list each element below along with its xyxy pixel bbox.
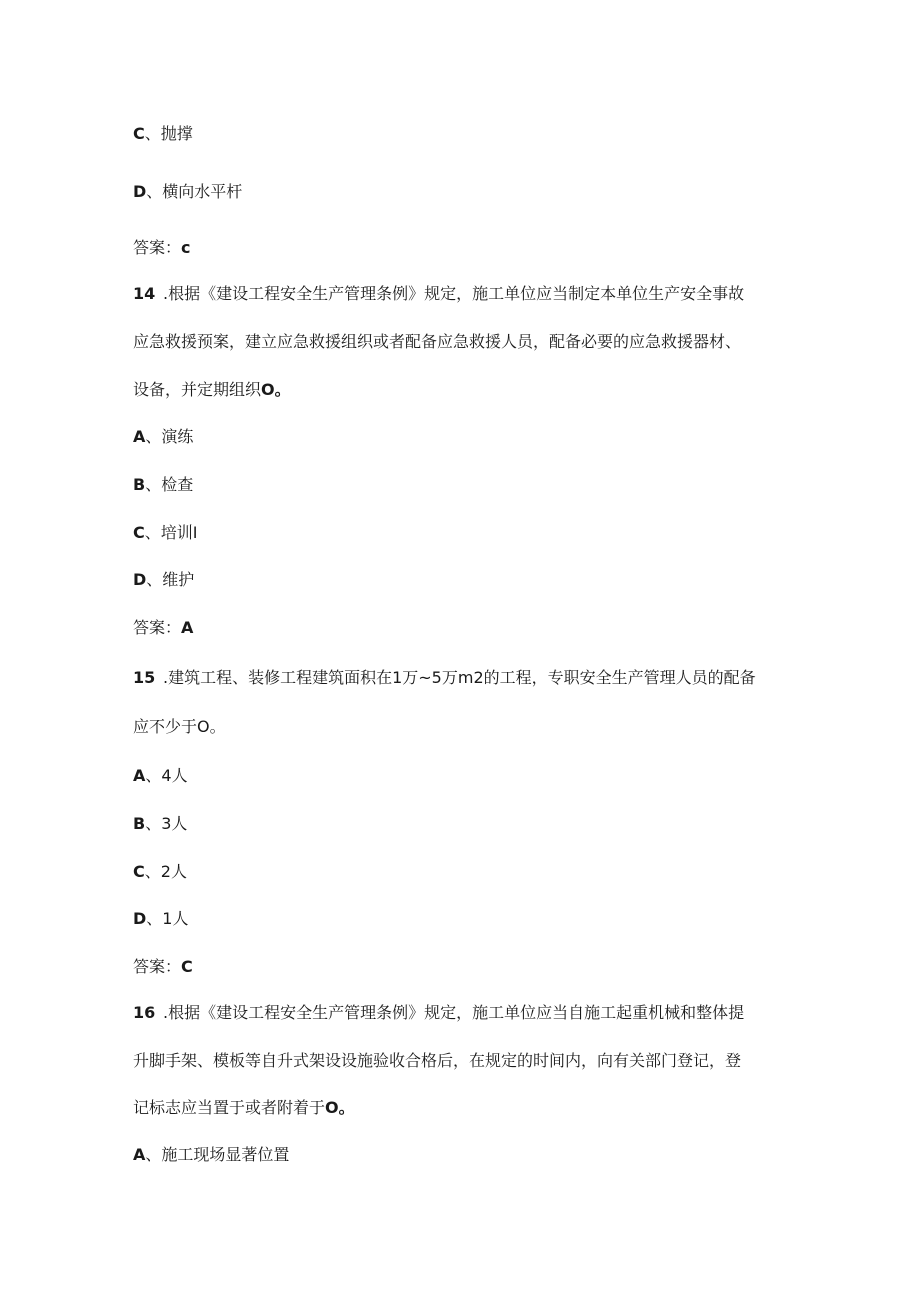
option-separator: 、 bbox=[145, 475, 162, 494]
option-separator: 、 bbox=[145, 766, 162, 785]
option-separator: 、 bbox=[145, 814, 162, 833]
answer-label: 答案： bbox=[133, 957, 182, 976]
option-c bbox=[133, 522, 198, 544]
question-text: 记标志应当置于或者附着于 bbox=[133, 1098, 326, 1117]
option-text: 培训I bbox=[160, 523, 198, 542]
option-text: 横向水平杆 bbox=[162, 182, 243, 201]
question-blank: O。 bbox=[261, 380, 291, 399]
answer-label: 答案： bbox=[133, 238, 182, 257]
option-a bbox=[133, 426, 193, 448]
option-d bbox=[133, 181, 242, 203]
option-letter: D bbox=[133, 909, 147, 928]
option-letter: A bbox=[133, 766, 146, 785]
option-letter: A bbox=[133, 1145, 146, 1164]
option-separator: 、 bbox=[146, 570, 163, 589]
answer-line bbox=[133, 237, 191, 259]
option-d bbox=[133, 908, 188, 930]
question-text: 应不少于O。 bbox=[133, 717, 226, 736]
question-16-line-3 bbox=[133, 1097, 355, 1119]
question-text: 设备，并定期组织 bbox=[133, 380, 262, 399]
answer-line bbox=[133, 617, 193, 639]
option-separator: 、 bbox=[146, 909, 163, 928]
option-text: 施工现场显著位置 bbox=[161, 1145, 290, 1164]
answer-value: c bbox=[181, 238, 191, 257]
option-letter: A bbox=[133, 427, 146, 446]
question-14-line-1 bbox=[133, 283, 744, 305]
option-text: 1人 bbox=[162, 909, 189, 928]
question-text: .建筑工程、装修工程建筑面积在1万~5万m2的工程，专职安全生产管理人员的配备 bbox=[163, 668, 756, 687]
option-a bbox=[133, 765, 188, 787]
answer-label: 答案： bbox=[133, 618, 182, 637]
question-number: 14 bbox=[133, 284, 156, 303]
question-14-line-3 bbox=[133, 379, 291, 401]
question-blank: O。 bbox=[325, 1098, 355, 1117]
question-text: 升脚手架、模板等自升式架设设施验收合格后，在规定的时间内，向有关部门登记，登 bbox=[133, 1051, 742, 1070]
option-letter: C bbox=[133, 523, 145, 542]
option-text: 维护 bbox=[162, 570, 195, 589]
question-15-line-1 bbox=[133, 667, 756, 689]
option-separator: 、 bbox=[146, 182, 163, 201]
option-d bbox=[133, 569, 194, 591]
option-text: 2人 bbox=[160, 862, 187, 881]
option-text: 3人 bbox=[161, 814, 188, 833]
question-text: .根据《建设工程安全生产管理条例》规定，施工单位应当制定本单位生产安全事故 bbox=[163, 284, 745, 303]
option-separator: 、 bbox=[145, 1145, 162, 1164]
option-letter: B bbox=[133, 475, 146, 494]
option-text: 4人 bbox=[161, 766, 188, 785]
answer-line bbox=[133, 956, 193, 978]
question-14-line-2 bbox=[133, 331, 741, 353]
question-15-line-2 bbox=[133, 716, 226, 738]
option-letter: C bbox=[133, 124, 145, 143]
option-letter: C bbox=[133, 862, 145, 881]
option-letter: B bbox=[133, 814, 146, 833]
question-text: 应急救援预案，建立应急救援组织或者配备应急救援人员，配备必要的应急救援器材、 bbox=[133, 332, 742, 351]
option-text: 抛撑 bbox=[160, 124, 193, 143]
option-separator: 、 bbox=[144, 862, 161, 881]
option-text: 检查 bbox=[161, 475, 194, 494]
option-separator: 、 bbox=[144, 523, 161, 542]
option-b bbox=[133, 813, 187, 835]
option-c bbox=[133, 861, 187, 883]
option-b bbox=[133, 474, 193, 496]
option-separator: 、 bbox=[145, 427, 162, 446]
question-16-line-1 bbox=[133, 1002, 744, 1024]
option-a bbox=[133, 1144, 289, 1166]
answer-value: A bbox=[181, 618, 194, 637]
option-text: 演练 bbox=[161, 427, 194, 446]
option-separator: 、 bbox=[144, 124, 161, 143]
option-c bbox=[133, 123, 193, 145]
option-letter: D bbox=[133, 570, 147, 589]
answer-value: C bbox=[181, 957, 193, 976]
option-letter: D bbox=[133, 182, 147, 201]
question-number: 15 bbox=[133, 668, 156, 687]
question-16-line-2 bbox=[133, 1050, 741, 1072]
question-text: .根据《建设工程安全生产管理条例》规定，施工单位应当自施工起重机械和整体提 bbox=[163, 1003, 745, 1022]
question-number: 16 bbox=[133, 1003, 156, 1022]
